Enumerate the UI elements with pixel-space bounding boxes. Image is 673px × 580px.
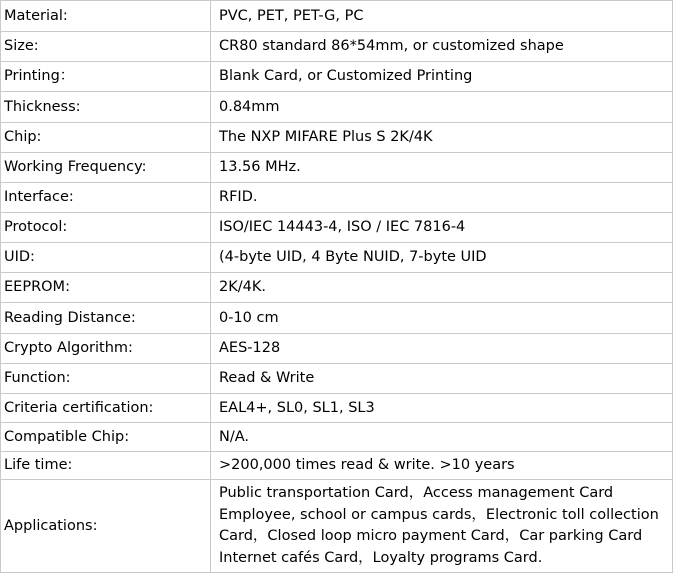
row-label: EEPROM: xyxy=(1,273,211,303)
table-row xyxy=(1,62,673,92)
applications-line: Public transportation Card，Access management Card xyxy=(219,485,614,501)
row-label: Size: xyxy=(1,32,211,62)
table-row xyxy=(1,123,673,153)
table-row xyxy=(1,364,673,394)
row-label: Crypto Algorithm: xyxy=(1,334,211,364)
row-value: Blank Card, or Customized Printing xyxy=(211,62,673,92)
row-value: >200,000 times read & write. >10 years xyxy=(211,452,673,480)
row-value: N/A. xyxy=(211,423,673,452)
row-value: ISO/IEC 14443-4, ISO / IEC 7816-4 xyxy=(211,213,673,243)
row-label: Chip: xyxy=(1,123,211,153)
table-row xyxy=(1,213,673,243)
applications-label: Applications: xyxy=(1,480,211,573)
applications-line: Employee, school or campus cards，Electronic toll collection xyxy=(219,506,659,523)
table-row xyxy=(1,423,673,452)
row-label: Compatible Chip: xyxy=(1,423,211,452)
applications-line: Internet cafés Card，Loyalty programs Card. xyxy=(219,549,543,566)
row-label: Reading Distance: xyxy=(1,303,211,334)
row-label: Material: xyxy=(1,1,211,32)
row-label: Life time: xyxy=(1,452,211,480)
table-row xyxy=(1,1,673,32)
row-label: Function: xyxy=(1,364,211,394)
row-value: AES-128 xyxy=(211,334,673,364)
row-label: Criteria certification: xyxy=(1,394,211,423)
table-row xyxy=(1,92,673,123)
row-value: RFID. xyxy=(211,183,673,213)
table-row xyxy=(1,334,673,364)
row-value: Read & Write xyxy=(211,364,673,394)
table-row xyxy=(1,32,673,62)
row-label: Protocol: xyxy=(1,213,211,243)
table-row xyxy=(1,153,673,183)
row-value: PVC, PET, PET-G, PC xyxy=(211,1,673,32)
row-value: 0.84mm xyxy=(211,92,673,123)
row-label: Printing： xyxy=(1,62,211,92)
row-label: Working Frequency: xyxy=(1,153,211,183)
table-row xyxy=(1,243,673,273)
table-row xyxy=(1,452,673,480)
table-row xyxy=(1,303,673,334)
row-value: 0-10 cm xyxy=(211,303,673,334)
row-value: EAL4+, SL0, SL1, SL3 xyxy=(211,394,673,423)
row-value: 2K/4K. xyxy=(211,273,673,303)
row-value: (4-byte UID, 4 Byte NUID, 7-byte UID xyxy=(211,243,673,273)
row-label: Interface: xyxy=(1,183,211,213)
table-row-applications xyxy=(1,480,673,573)
applications-line: Card，Closed loop micro payment Card，Car parking Card xyxy=(219,528,643,544)
row-value: 13.56 MHz. xyxy=(211,153,673,183)
spec-table-body xyxy=(1,1,673,573)
table-row xyxy=(1,183,673,213)
row-value: CR80 standard 86*54mm, or customized shape xyxy=(211,32,673,62)
row-label: UID: xyxy=(1,243,211,273)
applications-value xyxy=(211,480,673,573)
table-row xyxy=(1,394,673,423)
row-value: The NXP MIFARE Plus S 2K/4K xyxy=(211,123,673,153)
table-row xyxy=(1,273,673,303)
row-label: Thickness: xyxy=(1,92,211,123)
